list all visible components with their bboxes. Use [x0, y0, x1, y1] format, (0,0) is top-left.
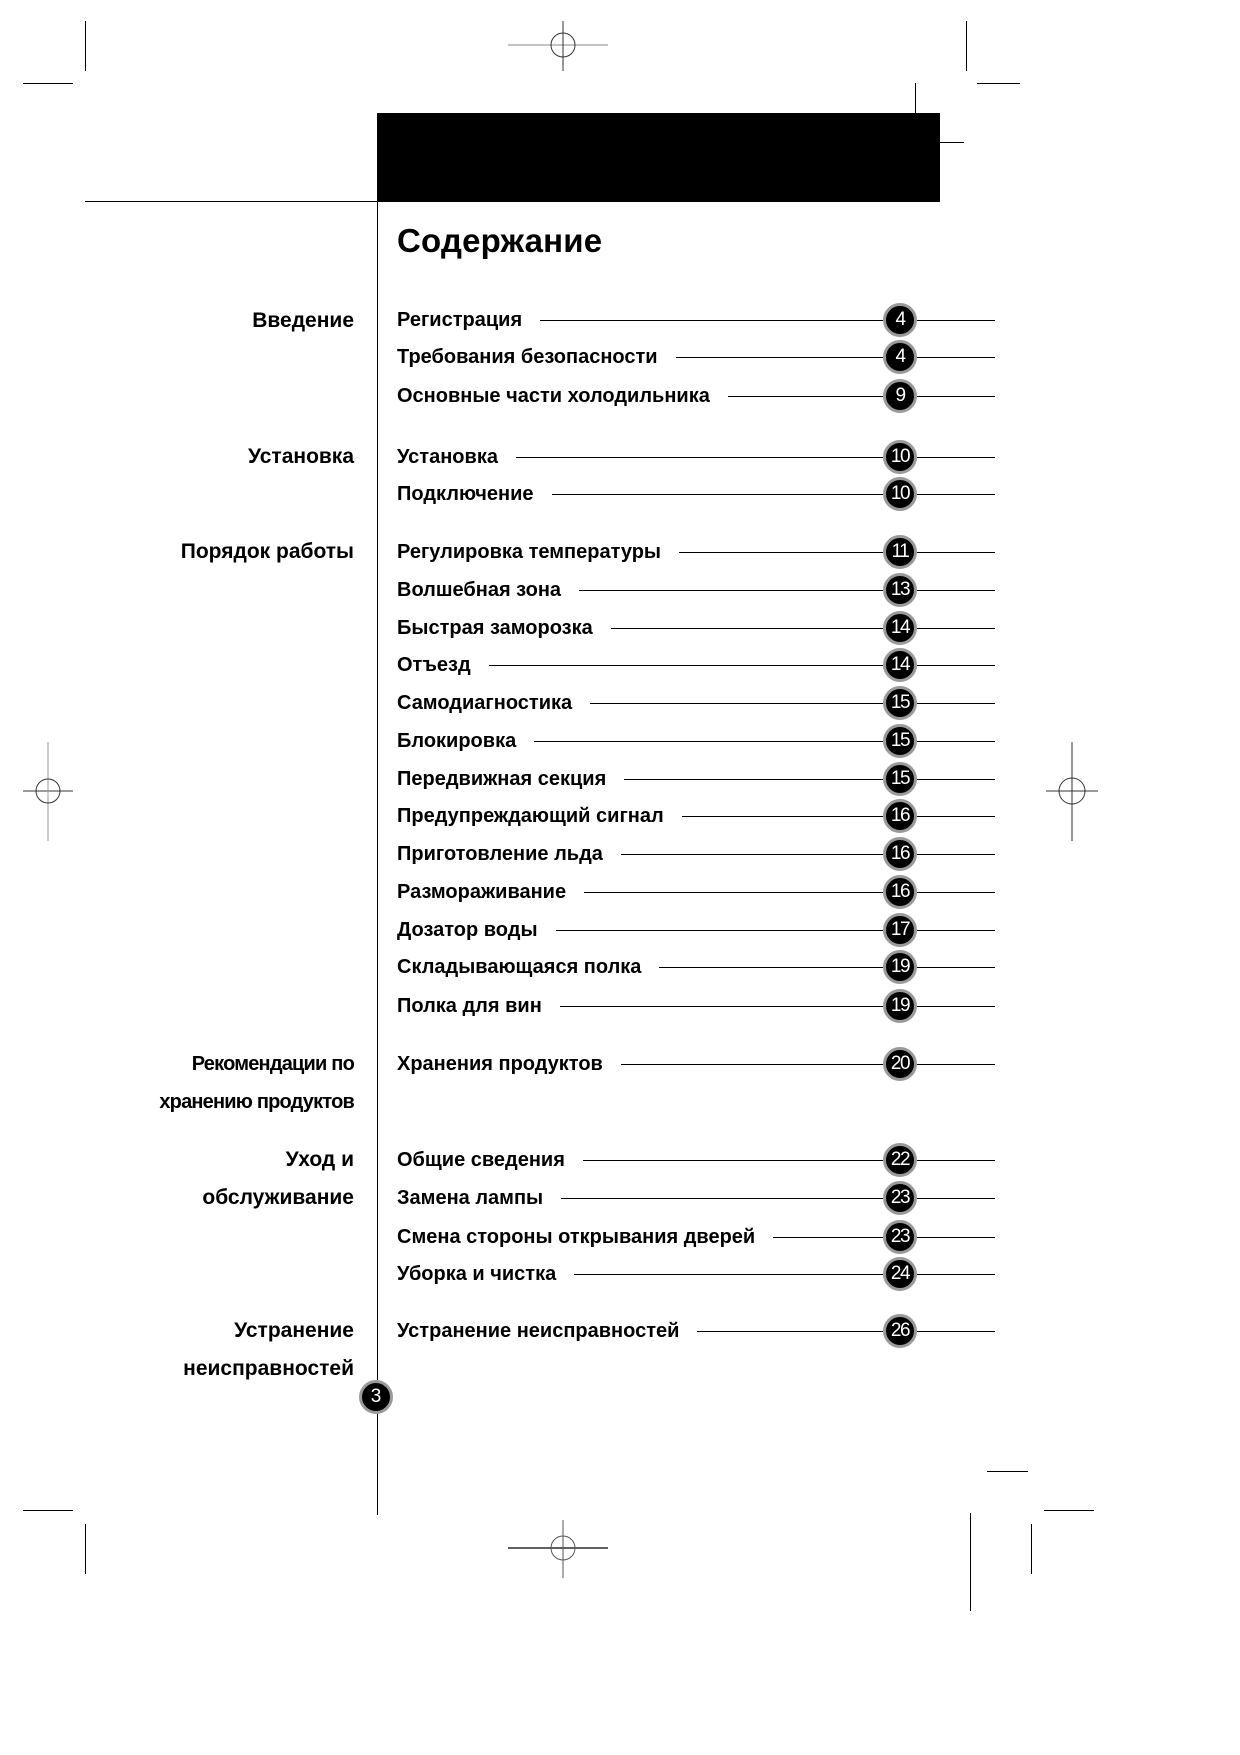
toc-entry-label: Основные части холодильника: [397, 384, 710, 407]
page-number-badge: 16: [883, 799, 917, 833]
toc-entry-label: Установка: [397, 445, 498, 468]
crop-mark: [85, 1524, 86, 1574]
toc-entry[interactable]: [397, 305, 995, 335]
crop-mark: [915, 83, 916, 113]
toc-entry-label: Отъезд: [397, 653, 471, 676]
toc-entry-label: Хранения продуктов: [397, 1052, 603, 1075]
page-title: Содержание: [397, 222, 603, 259]
toc-entry-label: Полка для вин: [397, 994, 542, 1017]
leader-line: [676, 357, 883, 358]
leader-line: [560, 1006, 883, 1007]
page-number-badge: 16: [883, 875, 917, 909]
crop-mark: [987, 1471, 1028, 1472]
page-number-badge: 17: [883, 913, 917, 947]
leader-line: [917, 628, 995, 629]
toc-entry-label: Устранение неисправностей: [397, 1319, 680, 1342]
page-number-badge: 15: [883, 724, 917, 758]
leader-line: [917, 741, 995, 742]
column-divider: [377, 202, 378, 1515]
toc-entry-label: Самодиагностика: [397, 691, 573, 714]
page-number-badge: 19: [883, 989, 917, 1023]
header-rule: [85, 201, 377, 202]
section-heading-line: обслуживание: [202, 1186, 354, 1209]
leader-line: [682, 816, 883, 817]
leader-line: [552, 494, 883, 495]
section-heading-line: Установка: [248, 445, 354, 468]
toc-entry-label: Общие сведения: [397, 1148, 565, 1171]
leader-line: [697, 1331, 883, 1332]
toc-entry[interactable]: [397, 342, 995, 372]
section-heading-line: Устранение: [234, 1319, 354, 1342]
leader-line: [917, 1198, 995, 1199]
leader-line: [728, 396, 883, 397]
toc-entry[interactable]: [397, 381, 995, 411]
toc-entry[interactable]: [397, 1259, 995, 1289]
section-heading-troubleshooting: [183, 1312, 354, 1388]
toc-entry[interactable]: [397, 839, 995, 869]
toc-entry-label: Требования безопасности: [397, 345, 658, 368]
leader-line: [579, 590, 883, 591]
leader-line: [621, 854, 883, 855]
crop-mark: [970, 1513, 971, 1611]
registration-mark-icon: [1040, 740, 1104, 844]
leader-line: [917, 590, 995, 591]
page-number-badge: 22: [883, 1143, 917, 1177]
registration-mark-icon: [508, 10, 612, 74]
toc-entry[interactable]: [397, 726, 995, 756]
toc-entry[interactable]: [397, 764, 995, 794]
toc-entry[interactable]: [397, 915, 995, 945]
crop-mark: [1044, 1510, 1094, 1511]
crop-mark: [940, 142, 964, 143]
page-number-badge: 10: [883, 440, 917, 474]
toc-entry[interactable]: [397, 1183, 995, 1213]
leader-line: [659, 967, 883, 968]
leader-line: [917, 320, 995, 321]
leader-line: [917, 1274, 995, 1275]
section-heading-line: Порядок работы: [180, 540, 354, 563]
toc-entry-label: Размораживание: [397, 880, 567, 903]
toc-entry[interactable]: [397, 537, 995, 567]
leader-line: [773, 1237, 883, 1238]
leader-line: [917, 552, 995, 553]
toc-entry-label: Смена стороны открывания дверей: [397, 1225, 756, 1248]
registration-mark-icon: [20, 740, 80, 844]
page-number-badge: 26: [883, 1314, 917, 1348]
leader-line: [561, 1198, 883, 1199]
leader-line: [584, 892, 883, 893]
crop-mark: [1031, 1524, 1032, 1574]
toc-entry-label: Передвижная секция: [397, 767, 607, 790]
toc-entry[interactable]: [397, 650, 995, 680]
leader-line: [917, 967, 995, 968]
toc-entry-label: Складывающаяся полка: [397, 955, 642, 978]
page-number-badge: 14: [883, 648, 917, 682]
leader-line: [534, 741, 883, 742]
leader-line: [679, 552, 883, 553]
page-number: 3: [359, 1380, 393, 1414]
leader-line: [917, 892, 995, 893]
toc-entry-label: Уборка и чистка: [397, 1262, 557, 1285]
page-number-badge: 4: [883, 303, 917, 337]
page-number-badge: 4: [883, 340, 917, 374]
page-number-badge: 15: [883, 686, 917, 720]
page-number-badge: 13: [883, 573, 917, 607]
page-number-badge: 20: [883, 1047, 917, 1081]
section-heading-storage-recommendations: [159, 1045, 354, 1121]
leader-line: [516, 457, 883, 458]
toc-entry-label: Быстрая заморозка: [397, 616, 593, 639]
leader-line: [917, 1237, 995, 1238]
leader-line: [917, 1331, 995, 1332]
crop-mark: [966, 21, 967, 71]
toc-entry-label: Замена лампы: [397, 1186, 544, 1209]
leader-line: [624, 779, 883, 780]
leader-line: [917, 854, 995, 855]
leader-line: [917, 1064, 995, 1065]
leader-line: [917, 457, 995, 458]
toc-entry-label: Регистрация: [397, 308, 523, 331]
leader-line: [590, 703, 883, 704]
leader-line: [917, 494, 995, 495]
page-number-badge: 9: [883, 379, 917, 413]
section-heading-introduction: [252, 302, 354, 340]
section-heading-operation: [181, 533, 354, 571]
toc-entry[interactable]: [397, 688, 995, 718]
toc-entry-label: Дозатор воды: [397, 918, 538, 941]
toc-entry[interactable]: [397, 1316, 995, 1346]
crop-mark: [977, 83, 1020, 84]
section-heading-line: неисправностей: [183, 1357, 354, 1380]
toc-entry[interactable]: [397, 442, 995, 472]
registration-mark-icon: [508, 1518, 612, 1582]
crop-mark: [23, 83, 73, 84]
section-heading-line: Введение: [252, 309, 354, 332]
leader-line: [917, 816, 995, 817]
toc-entry-label: Приготовление льда: [397, 842, 603, 865]
toc-entry[interactable]: [397, 613, 995, 643]
leader-line: [574, 1274, 883, 1275]
leader-line: [917, 665, 995, 666]
page-number-badge: 10: [883, 477, 917, 511]
leader-line: [917, 930, 995, 931]
toc-entry[interactable]: [397, 1049, 995, 1079]
header-bar: [377, 113, 940, 202]
crop-mark: [85, 21, 86, 71]
leader-line: [611, 628, 883, 629]
leader-line: [917, 357, 995, 358]
toc-entry[interactable]: [397, 801, 995, 831]
section-heading-installation: [248, 438, 354, 476]
toc-entry-label: Регулировка температуры: [397, 540, 662, 563]
leader-line: [621, 1064, 883, 1065]
leader-line: [556, 930, 883, 931]
leader-line: [917, 779, 995, 780]
crop-mark: [23, 1510, 73, 1511]
section-heading-line: Рекомендации по: [191, 1053, 354, 1075]
toc-entry[interactable]: [397, 877, 995, 907]
toc-entry[interactable]: [397, 575, 995, 605]
leader-line: [917, 1006, 995, 1007]
section-heading-line: Уход и: [285, 1148, 354, 1171]
page-number-badge: 23: [883, 1220, 917, 1254]
toc-entry[interactable]: [397, 991, 995, 1021]
toc-entry-label: Подключение: [397, 482, 534, 505]
page-number-badge: 23: [883, 1181, 917, 1215]
toc-entry-label: Волшебная зона: [397, 578, 562, 601]
page-number-badge: 14: [883, 611, 917, 645]
leader-line: [917, 396, 995, 397]
page-number-badge: 11: [883, 535, 917, 569]
leader-line: [917, 703, 995, 704]
toc-entry[interactable]: [397, 1222, 995, 1252]
section-heading-line: хранению продуктов: [159, 1091, 354, 1113]
leader-line: [917, 1160, 995, 1161]
page-number-badge: 16: [883, 837, 917, 871]
page-number-badge: 15: [883, 762, 917, 796]
toc-entry[interactable]: [397, 1145, 995, 1175]
toc-entry-label: Предупреждающий сигнал: [397, 804, 664, 827]
section-heading-care-maintenance: [202, 1141, 354, 1217]
toc-entry-label: Блокировка: [397, 729, 517, 752]
leader-line: [540, 320, 883, 321]
page-number-badge: 24: [883, 1257, 917, 1291]
leader-line: [489, 665, 883, 666]
page-number-badge: 19: [883, 950, 917, 984]
toc-entry[interactable]: [397, 952, 995, 982]
leader-line: [583, 1160, 883, 1161]
toc-entry[interactable]: [397, 479, 995, 509]
